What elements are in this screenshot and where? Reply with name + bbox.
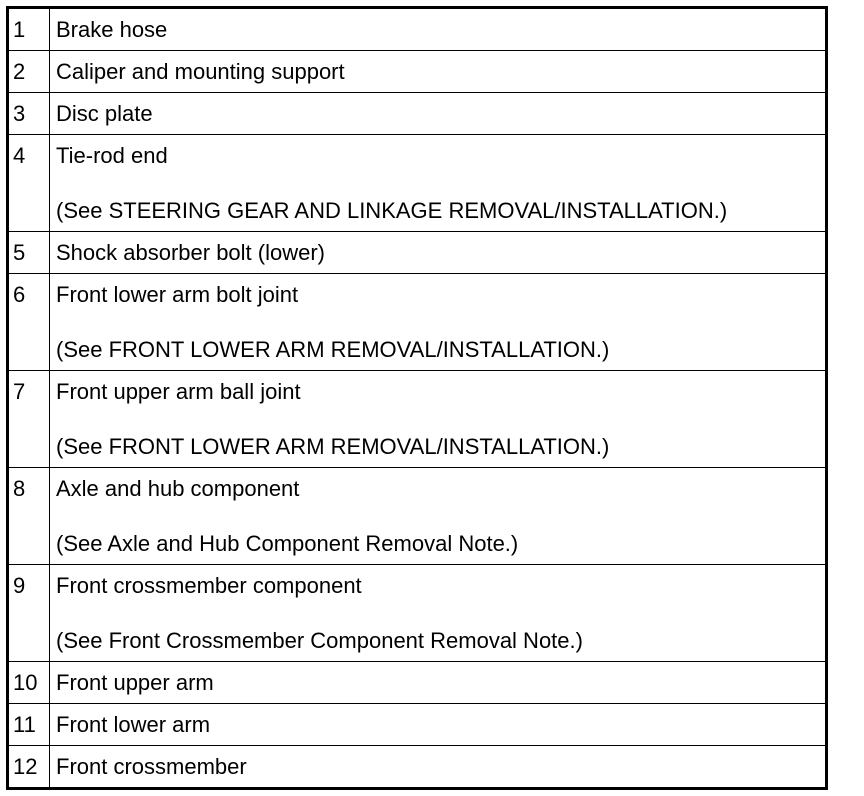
item-number: 4 <box>13 143 26 168</box>
item-number-cell <box>8 662 50 704</box>
item-description: Front lower arm <box>56 712 211 737</box>
item-reference-note: (See Axle and Hub Component Removal Note.) <box>56 531 519 556</box>
item-description: Front upper arm ball joint <box>56 379 301 404</box>
item-number: 1 <box>13 17 26 42</box>
item-number-cell <box>8 704 50 746</box>
table-row <box>8 565 827 662</box>
table-row <box>8 371 827 468</box>
item-number: 8 <box>13 476 26 501</box>
item-description-cell <box>50 746 827 789</box>
item-reference-note: (See STEERING GEAR AND LINKAGE REMOVAL/INSTALLATION.) <box>56 198 728 223</box>
item-number-cell <box>8 468 50 565</box>
item-description: Tie-rod end <box>56 143 168 168</box>
item-description-cell <box>50 704 827 746</box>
item-description-cell <box>50 232 827 274</box>
item-description: Front upper arm <box>56 670 214 695</box>
table-row <box>8 51 827 93</box>
item-number-cell <box>8 274 50 371</box>
item-number-cell <box>8 8 50 51</box>
table-row <box>8 746 827 789</box>
table-row <box>8 232 827 274</box>
item-number: 9 <box>13 573 26 598</box>
item-number: 3 <box>13 101 26 126</box>
item-description: Disc plate <box>56 101 153 126</box>
table-row <box>8 704 827 746</box>
item-number-cell <box>8 371 50 468</box>
item-number-cell <box>8 232 50 274</box>
item-number: 2 <box>13 59 26 84</box>
item-description-cell <box>50 8 827 51</box>
item-number-cell <box>8 135 50 232</box>
table-row <box>8 274 827 371</box>
item-number: 12 <box>13 754 38 779</box>
item-description: Brake hose <box>56 17 168 42</box>
item-number: 11 <box>13 712 36 737</box>
item-description: Caliper and mounting support <box>56 59 345 84</box>
item-reference-note: (See FRONT LOWER ARM REMOVAL/INSTALLATION.) <box>56 337 610 362</box>
item-description-cell <box>50 371 827 468</box>
item-number-cell <box>8 51 50 93</box>
item-number: 5 <box>13 240 26 265</box>
item-description: Shock absorber bolt (lower) <box>56 240 326 265</box>
item-description: Front lower arm bolt joint <box>56 282 299 307</box>
item-number-cell <box>8 746 50 789</box>
item-description-cell <box>50 135 827 232</box>
item-description-cell <box>50 468 827 565</box>
item-description: Front crossmember component <box>56 573 362 598</box>
item-description-cell <box>50 274 827 371</box>
item-description: Front crossmember <box>56 754 247 779</box>
item-description-cell <box>50 565 827 662</box>
table-row <box>8 93 827 135</box>
item-number: 10 <box>13 670 38 695</box>
item-description-cell <box>50 93 827 135</box>
item-reference-note: (See Front Crossmember Component Removal Note.) <box>56 628 583 653</box>
parts-table <box>6 6 828 790</box>
table-row <box>8 468 827 565</box>
item-reference-note: (See FRONT LOWER ARM REMOVAL/INSTALLATION.) <box>56 434 610 459</box>
item-description-cell <box>50 51 827 93</box>
item-description-cell <box>50 662 827 704</box>
item-number-cell <box>8 93 50 135</box>
parts-table-body <box>8 8 827 789</box>
table-row <box>8 662 827 704</box>
table-row <box>8 8 827 51</box>
item-number-cell <box>8 565 50 662</box>
table-row <box>8 135 827 232</box>
item-number: 7 <box>13 379 26 404</box>
item-description: Axle and hub component <box>56 476 300 501</box>
item-number: 6 <box>13 282 26 307</box>
